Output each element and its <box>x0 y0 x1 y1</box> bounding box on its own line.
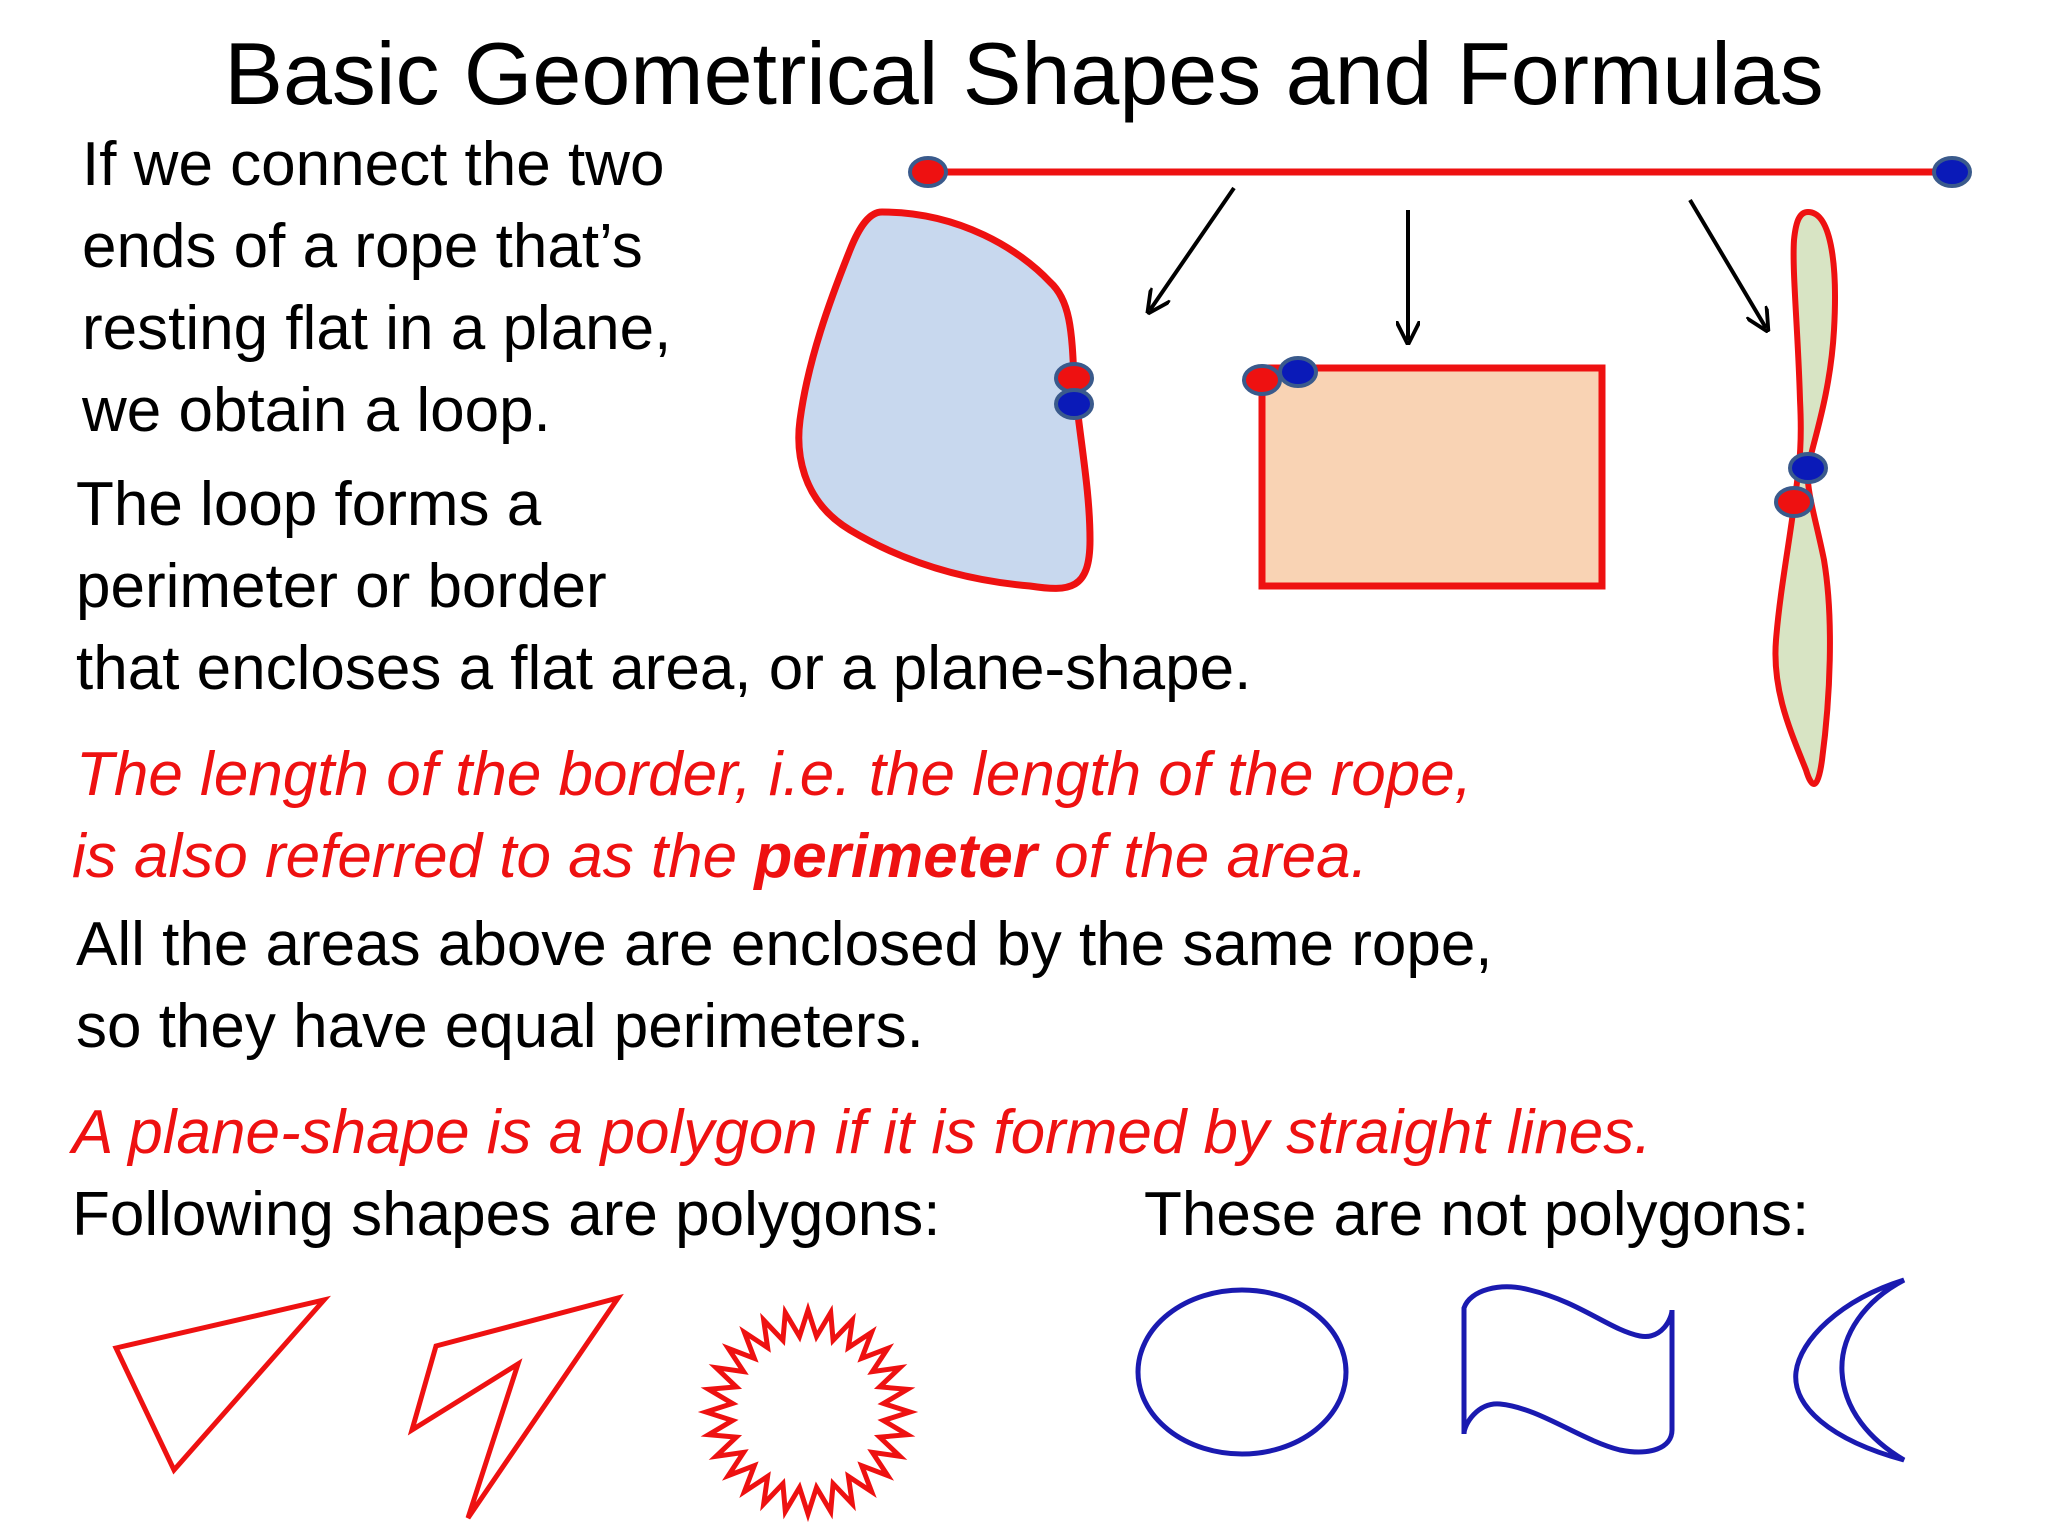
leaf-loop-shape <box>1775 212 1835 784</box>
polygons-label: Following shapes are polygons: <box>72 1180 941 1249</box>
arrow-down-left-icon <box>1150 188 1234 310</box>
leaf-end-red <box>1776 488 1812 516</box>
ellipse-non-polygon <box>1138 1290 1346 1454</box>
blob-loop-shape <box>799 212 1092 588</box>
intro-line-3: resting flat in a plane, <box>82 294 672 363</box>
perimeter-term: perimeter <box>754 822 1037 891</box>
equal-line-1: All the areas above are enclosed by the same rope, <box>76 910 1493 979</box>
perimeter-note-text: is also referred to as the <box>72 822 755 891</box>
rectangle-end-red <box>1244 366 1280 394</box>
loop-line-1: The loop forms a <box>76 470 542 539</box>
intro-line-1: If we connect the two <box>82 130 665 199</box>
blob-outline <box>799 212 1090 588</box>
perimeter-note-line-1: The length of the border, i.e. the length of the rope, <box>76 740 1472 809</box>
blob-end-red <box>1056 364 1092 392</box>
intro-line-4: we obtain a loop. <box>82 376 551 445</box>
rope-end-red <box>910 158 946 186</box>
wavy-banner-non-polygon <box>1464 1287 1672 1452</box>
intro-line-2: ends of a rope that’s <box>82 212 643 281</box>
rectangle-end-blue <box>1280 358 1316 386</box>
arrowhead-polygon <box>412 1298 618 1518</box>
not-polygons-label: These are not polygons: <box>1144 1180 1810 1249</box>
rope-figure <box>910 158 1970 186</box>
rectangle-outline <box>1262 368 1602 586</box>
starburst-polygon <box>706 1310 910 1514</box>
loop-line-3: that encloses a flat area, or a plane-shape. <box>76 634 1252 703</box>
loop-line-2: perimeter or border <box>76 552 607 621</box>
equal-line-2: so they have equal perimeters. <box>76 992 924 1061</box>
leaf-end-blue <box>1790 454 1826 482</box>
triangle-polygon <box>116 1300 324 1470</box>
arrow-down-right-icon <box>1690 200 1766 328</box>
page-title: Basic Geometrical Shapes and Formulas <box>224 24 1824 123</box>
perimeter-note-tail: of the area. <box>1036 822 1368 891</box>
blob-end-blue <box>1056 390 1092 418</box>
rectangle-loop-shape <box>1244 358 1602 586</box>
rope-end-blue <box>1934 158 1970 186</box>
crescent-non-polygon <box>1796 1280 1904 1460</box>
polygon-definition: A plane-shape is a polygon if it is formed by straight lines. <box>72 1098 1652 1167</box>
